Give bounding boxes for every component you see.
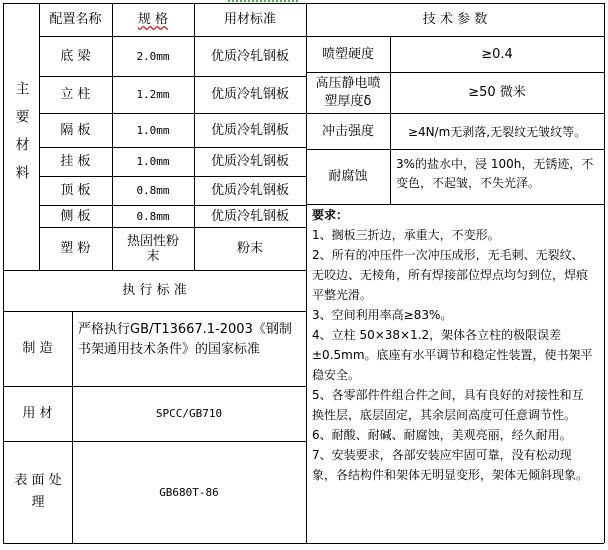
material-spec: 0.8mm bbox=[136, 184, 170, 197]
requirements-title: 要求： bbox=[312, 208, 349, 222]
standard-value: GB680T-86 bbox=[159, 485, 219, 499]
requirement-item: 7、安装要求，各部安装应牢固可靠，没有松动现象，各结构件和架体无明显变形，架体无倾斜现象。 bbox=[312, 448, 589, 482]
material-name: 塑 粉 bbox=[60, 241, 91, 256]
requirement-item: 6、耐酸、耐碱、耐腐蚀，美观亮丽，经久耐用。 bbox=[312, 428, 572, 442]
param-value: 3%的盐水中，浸 100h，无锈迹，不变色，不起皱，不失光泽。 bbox=[396, 157, 594, 190]
param-value: ≥4N/m无剥落,无裂纹无皱纹等。 bbox=[407, 124, 587, 139]
material-name: 底 梁 bbox=[60, 48, 91, 64]
material-spec: 1.0mm bbox=[136, 123, 170, 137]
material-standard: 优质冷轧钢板 bbox=[210, 48, 289, 64]
param-label: 高压静电喷塑厚度δ bbox=[315, 75, 381, 109]
standard-value: SPCC/GB710 bbox=[155, 407, 223, 420]
tech-params-title: 技 术 参 数 bbox=[422, 12, 488, 27]
param-value: ≥0.4 bbox=[481, 46, 513, 62]
standard-label: 表 面 处 理 bbox=[14, 473, 62, 510]
material-name: 侧 板 bbox=[60, 208, 91, 224]
edit-marker bbox=[228, 0, 298, 2]
col-header-spec: 规 格 bbox=[137, 12, 169, 27]
material-name: 顶 板 bbox=[60, 183, 91, 198]
col-header-name: 配置名称 bbox=[49, 12, 102, 27]
requirement-item: 3、空间利用率高≥83%。 bbox=[312, 308, 453, 322]
requirement-item: 5、各零部件件组合件之间，具有良好的对接性和互换性层，底层固定，其余层间高度可任意调节性。 bbox=[312, 388, 584, 422]
requirement-item: 4、立柱 50×38×1.2，架体各立柱的极限误差±0.5mm。底座有水平调节和稳定性装置，使书架平稳安全。 bbox=[312, 328, 593, 382]
param-value: ≥50 微米 bbox=[468, 85, 526, 100]
material-standard: 粉末 bbox=[236, 241, 263, 256]
standard-label: 用 材 bbox=[22, 406, 53, 421]
standard-value: 严格执行GB/T13667.1-2003《钢制书架通用技术条件》的国家标准 bbox=[78, 322, 292, 357]
col-header-standard: 用材标准 bbox=[223, 12, 276, 27]
requirement-item: 1、搁板三折边，承重大，不变形。 bbox=[312, 228, 500, 242]
material-standard: 优质冷轧钢板 bbox=[210, 87, 289, 102]
material-standard: 优质冷轧钢板 bbox=[210, 122, 289, 138]
material-spec: 0.8mm bbox=[136, 209, 170, 223]
requirement-item: 2、所有的冲压件一次冲压成形，无毛刺、无裂纹、无咬边、无棱角，所有焊接部位焊点均匀到位，焊痕平整光滑。 bbox=[312, 248, 589, 302]
param-label: 冲击强度 bbox=[321, 123, 374, 139]
material-standard: 优质冷轧钢板 bbox=[210, 183, 289, 198]
standard-label: 制 造 bbox=[22, 341, 53, 356]
main-materials-label bbox=[3, 3, 39, 270]
param-label: 喷塑硬度 bbox=[321, 46, 374, 62]
material-spec: 2.0mm bbox=[136, 49, 170, 63]
standard-title: 执 行 标 准 bbox=[122, 283, 187, 298]
material-name: 隔 板 bbox=[60, 122, 91, 138]
requirements bbox=[306, 205, 604, 543]
material-spec: 热固性粉末 bbox=[126, 233, 179, 264]
material-name: 挂 板 bbox=[60, 154, 91, 169]
main-materials-text: 主要材料 bbox=[13, 80, 30, 193]
material-standard: 优质冷轧钢板 bbox=[210, 208, 289, 224]
param-label: 耐腐蚀 bbox=[328, 169, 368, 184]
material-standard: 优质冷轧钢板 bbox=[210, 154, 289, 169]
material-name: 立 柱 bbox=[60, 87, 91, 102]
material-spec: 1.2mm bbox=[136, 88, 170, 101]
material-spec: 1.0mm bbox=[136, 155, 170, 168]
